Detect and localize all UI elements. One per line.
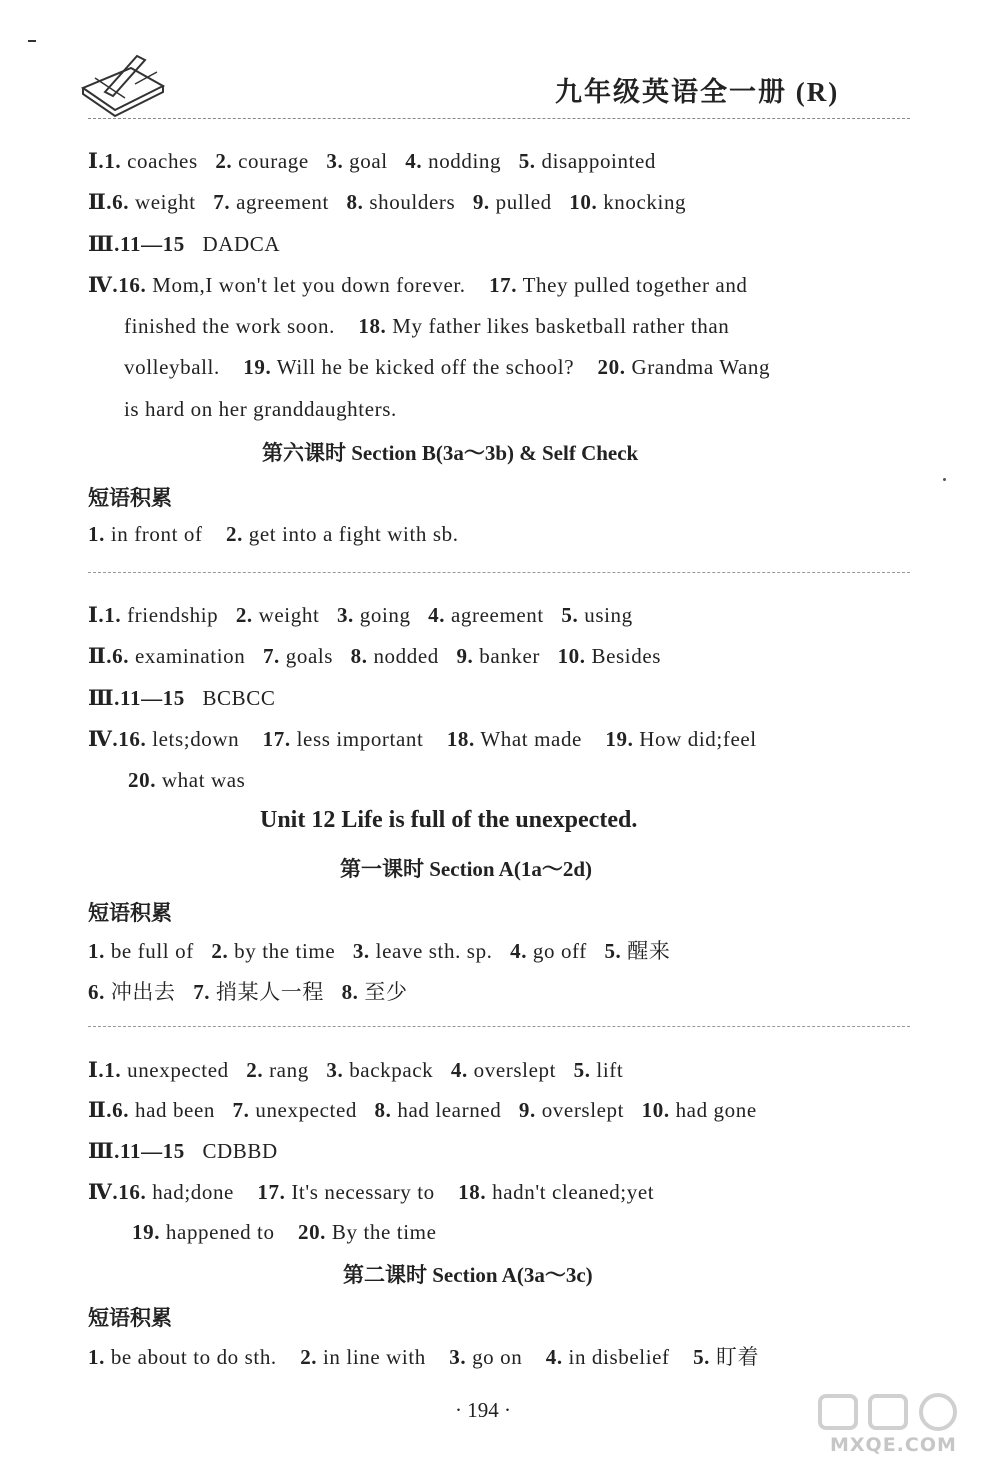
answer-row: Ⅳ.16. lets;down 17. less important 18. What made 19. How did;feel <box>88 727 757 751</box>
watermark-text: MXQE.COM <box>830 1434 957 1456</box>
corner-mark <box>28 40 36 42</box>
phrase-heading: 短语积累 <box>88 901 172 925</box>
phrase-row: 1. be full of 2. by the time 3. leave sth. sp. 4. go off 5. 醒来 <box>88 939 671 963</box>
phrase-row: 6. 冲出去 7. 捎某人一程 8. 至少 <box>88 980 408 1004</box>
book-title: 九年级英语全一册 (R) <box>555 77 840 107</box>
answer-row: finished the work soon. 18. My father likes basketball rather than <box>124 314 730 338</box>
watermark-icon <box>800 1390 990 1434</box>
answer-row: Ⅲ.11—15 DADCA <box>88 232 281 256</box>
answer-row: is hard on her granddaughters. <box>124 397 397 421</box>
phrase-heading: 短语积累 <box>88 1306 172 1330</box>
dashed-divider <box>88 1026 910 1027</box>
answer-row: Ⅱ.6. weight 7. agreement 8. shoulders 9. pulled 10. knocking <box>88 190 687 214</box>
answer-row: Ⅳ.16. Mom,I won't let you down forever. 17. They pulled together and <box>88 273 748 297</box>
answer-row: Ⅲ.11—15 BCBCC <box>88 686 276 710</box>
section-heading: 第二课时 Section A(3a～3c) <box>343 1263 593 1287</box>
answer-row: Ⅱ.6. had been 7. unexpected 8. had learned 9. overslept 10. had gone <box>88 1098 757 1122</box>
section-heading: 第六课时 Section B(3a～3b) & Self Check <box>262 441 639 465</box>
header-rule <box>88 118 910 119</box>
section-heading: 第一课时 Section A(1a～2d) <box>340 857 592 881</box>
phrase-row: 1. in front of 2. get into a fight with sb. <box>88 522 459 546</box>
watermark-logo <box>800 1390 990 1460</box>
answer-row: volleyball. 19. Will he be kicked off the school? 20. Grandma Wang <box>124 355 771 379</box>
dashed-divider <box>88 572 910 573</box>
page-number: · 194 · <box>455 1398 511 1422</box>
phrase-row: 1. be about to do sth. 2. in line with 3. go on 4. in disbelief 5. 盯着 <box>88 1345 760 1369</box>
answer-row: Ⅰ.1. coaches 2. courage 3. goal 4. nodding 5. disappointed <box>88 149 657 173</box>
answer-row: Ⅰ.1. friendship 2. weight 3. going 4. agreement 5. using <box>88 603 633 627</box>
answer-row: 19. happened to 20. By the time <box>132 1220 437 1244</box>
unit-title: Unit 12 Life is full of the unexpected. <box>260 807 638 833</box>
answer-row: Ⅰ.1. unexpected 2. rang 3. backpack 4. overslept 5. lift <box>88 1058 624 1082</box>
answer-row: 20. what was <box>128 768 246 792</box>
answer-row: Ⅱ.6. examination 7. goals 8. nodded 9. banker 10. Besides <box>88 644 662 668</box>
dot-mark <box>943 478 946 481</box>
answer-row: Ⅲ.11—15 CDBBD <box>88 1139 278 1163</box>
book-pencil-logo-icon <box>75 48 170 118</box>
answer-row: Ⅳ.16. had;done 17. It's necessary to 18. hadn't cleaned;yet <box>88 1180 655 1204</box>
phrase-heading: 短语积累 <box>88 486 172 510</box>
